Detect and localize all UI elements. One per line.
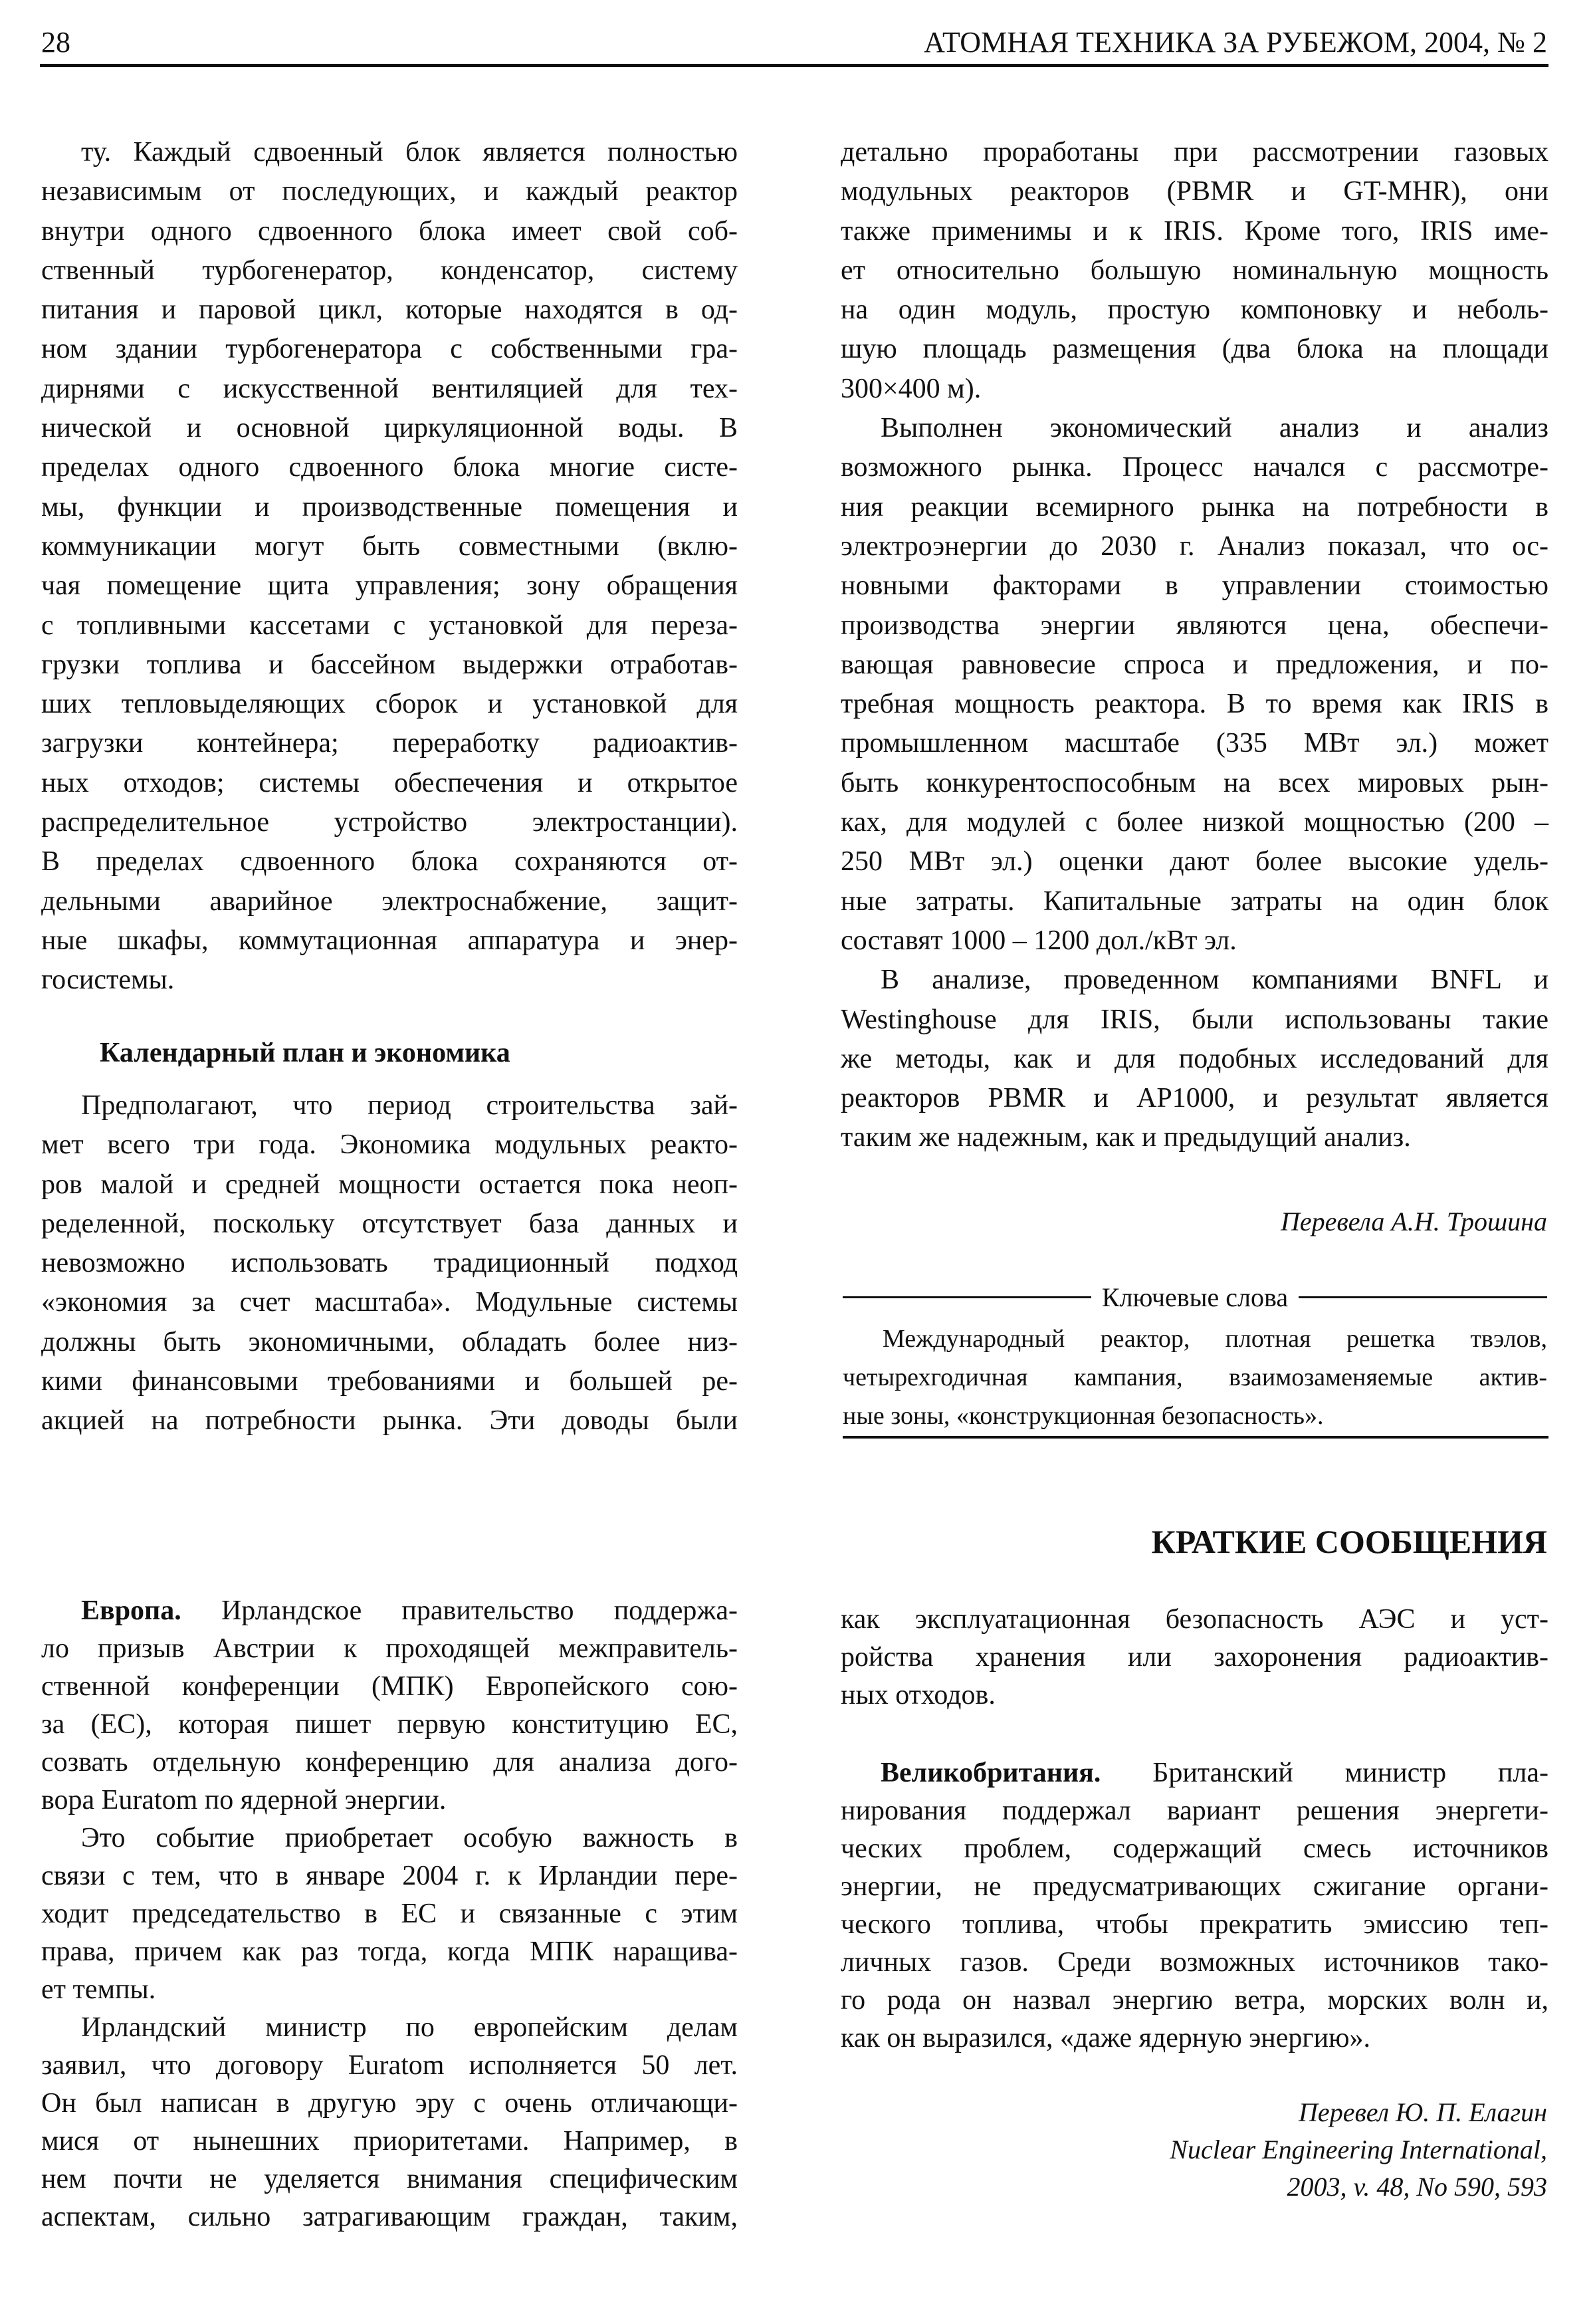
- text-line: пределах одного сдвоенного блока многие систе-: [41, 452, 738, 483]
- text-line: составят 1000 – 1200 дол./кВт эл.: [841, 925, 1237, 956]
- text-line: грузки топлива и бассейном выдержки отработав-: [41, 649, 738, 680]
- text-line: вающая равновесие спроса и предложения, и по-: [841, 649, 1548, 680]
- text-line: ных отходов.: [841, 1680, 996, 1710]
- text-line: Выполнен экономический анализ и анализ: [881, 413, 1548, 444]
- divider: [1299, 1296, 1547, 1298]
- text-line: требная мощность реактора. В то время как IRIS в: [841, 689, 1548, 720]
- news-left-column: [41, 1592, 738, 2236]
- lead-in: Великобритания.: [881, 1758, 1101, 1788]
- paragraph: [841, 133, 1548, 409]
- paragraph: [41, 133, 738, 1000]
- text-line: мися от нынешних приоритетами. Например, в: [41, 2126, 738, 2156]
- journal-title: АТОМНАЯ ТЕХНИКА ЗА РУБЕЖОМ, 2004, № 2: [924, 26, 1547, 58]
- text-line: за (ЕС), которая пишет первую конституцию ЕС,: [41, 1709, 738, 1740]
- text-line: также применимы и к IRIS. Кроме того, IRIS име-: [841, 215, 1548, 247]
- keywords-list: [843, 1320, 1547, 1435]
- text-line: чая помещение щита управления; зону обращения: [41, 570, 738, 602]
- text-line: дирнями с искусственной вентиляцией для тех-: [41, 373, 738, 404]
- text-line: мет всего три года. Экономика модульных реакто-: [41, 1129, 738, 1161]
- text-line: В анализе, проведенном компаниями BNFL и: [881, 965, 1548, 996]
- text-line: детально проработаны при рассмотрении газовых: [841, 137, 1548, 168]
- text-line: В пределах сдвоенного блока сохраняются от-: [41, 846, 738, 877]
- paragraph: [41, 1592, 738, 1819]
- text-line: 250 МВт эл.) оценки дают более высокие удель-: [841, 846, 1548, 877]
- paragraph: [41, 2009, 738, 2236]
- text-line: ческих проблем, содержащий смесь источников: [841, 1833, 1548, 1864]
- text-line: должны быть экономичными, обладать более низ-: [41, 1326, 738, 1357]
- text-line: промышленном масштабе (335 МВт эл.) может: [841, 728, 1548, 759]
- text-line: мы, функции и производственные помещения и: [41, 491, 738, 523]
- paragraph: [41, 1086, 738, 1441]
- text-line: независимым от последующих, и каждый реактор: [41, 176, 738, 207]
- text-line: ные зоны, «конструкционная безопасность».: [843, 1402, 1324, 1430]
- paragraph: [843, 1320, 1547, 1435]
- text-line: связи с тем, что в январе 2004 г. к Ирландии пере-: [41, 1861, 738, 1891]
- text-line: Он был написан в другую эру с очень отличающи-: [41, 2088, 738, 2119]
- text-line: личных газов. Среди возможных источников тако-: [841, 1947, 1548, 1978]
- text-line: как эксплуатационная безопасность АЭС и уст-: [841, 1604, 1548, 1635]
- section-heading: Календарный план и экономика: [100, 1038, 510, 1068]
- text-line: ные затраты. Капитальные затраты на один блок: [841, 885, 1548, 917]
- news-signature: [1170, 2094, 1547, 2206]
- signature-source: Nuclear Engineering International,: [1170, 2135, 1547, 2164]
- text-line: ройства хранения или захоронения радиоактив-: [841, 1642, 1548, 1673]
- article-left-column: [41, 133, 738, 1000]
- lead-in: Европа.: [81, 1595, 181, 1626]
- text-line: ния реакции всемирного рынка на потребности в: [841, 491, 1548, 523]
- article-right-column: [841, 133, 1548, 1158]
- text-line: электроэнергии до 2030 г. Анализ показал, что ос-: [841, 530, 1548, 562]
- paragraph: [41, 1819, 738, 2009]
- keywords-rule: [843, 1436, 1548, 1439]
- divider: [843, 1296, 1091, 1298]
- text-line: же методы, как и для подобных исследований для: [841, 1043, 1548, 1074]
- text-line: ет относительно большую номинальную мощность: [841, 255, 1548, 286]
- text-line: реакторов PBMR и AP1000, и результат является: [841, 1083, 1548, 1114]
- text-line: шую площадь размещения (два блока на площади: [841, 334, 1548, 365]
- article-left-column-2: [41, 1086, 738, 1441]
- text-line: ках, для модулей с более низкой мощностью (200 –: [841, 807, 1548, 838]
- news-section-title: КРАТКИЕ СООБЩЕНИЯ: [1151, 1523, 1547, 1560]
- text-line: ственный турбогенератор, конденсатор, систему: [41, 255, 738, 286]
- text-line: ные шкафы, коммутационная аппаратура и энер-: [41, 925, 738, 956]
- text-line: как он выразился, «даже ядерную энергию».: [841, 2023, 1370, 2053]
- text-line: дельными аварийное электроснабжение, защит-: [41, 885, 738, 917]
- paragraph: [841, 1601, 1548, 1714]
- text-line: быть конкурентоспособным на всех мировых рын-: [841, 767, 1548, 798]
- text-line: ту. Каждый сдвоенный блок является полностью: [81, 137, 738, 168]
- paragraph: [841, 409, 1548, 961]
- text-line: 300×400 м).: [841, 373, 982, 404]
- keywords-header: [843, 1280, 1547, 1314]
- text-line: Международный реактор, плотная решетка твэлов,: [883, 1325, 1547, 1353]
- text-line: ном здании турбогенератора с собственными гра-: [41, 334, 738, 365]
- text-line: ных отходов; системы обеспечения и открытое: [41, 767, 738, 798]
- paragraph: [841, 961, 1548, 1157]
- text-line: госистемы.: [41, 965, 175, 996]
- text-line: четырехгодичная кампания, взаимозаменяемые актив-: [843, 1363, 1547, 1391]
- text-line: Это событие приобретает особую важность в: [81, 1823, 738, 1853]
- text-line: возможного рынка. Процесс начался с рассмотре-: [841, 452, 1548, 483]
- keywords-title: Ключевые слова: [1101, 1282, 1289, 1312]
- text-line: энергии, не предусматривающих сжигание органи-: [841, 1871, 1548, 1902]
- text-line: созвать отдельную конференцию для анализа дого-: [41, 1747, 738, 1778]
- text-line: нирования поддержал вариант решения энергети-: [841, 1796, 1548, 1826]
- text-line: нической и основной циркуляционной воды. В: [41, 413, 738, 444]
- line-text: Ирландское правительство поддержа-: [181, 1595, 738, 1626]
- text-line: вора Euratom по ядерной энергии.: [41, 1785, 447, 1815]
- text-line: новными факторами в управлении стоимостью: [841, 570, 1548, 602]
- text-line: аспектам, сильно затрагивающим граждан, таким,: [41, 2202, 738, 2232]
- line-text: Британский министр пла-: [1101, 1758, 1548, 1788]
- text-line: ходит председательство в ЕС и связанные с этим: [41, 1899, 738, 1929]
- header-rule: [40, 64, 1548, 67]
- text-line: ческого топлива, чтобы прекратить эмиссию теп-: [841, 1909, 1548, 1940]
- text-line: внутри одного сдвоенного блока имеет свой соб-: [41, 215, 738, 247]
- text-line: Предполагают, что период строительства зай-: [81, 1090, 738, 1121]
- text-line: акцией на потребности рынка. Эти доводы были: [41, 1405, 738, 1437]
- text-line: заявил, что договору Euratom исполняется 50 лет.: [41, 2050, 738, 2081]
- text-line: невозможно использовать традиционный подход: [41, 1248, 738, 1279]
- text-line: нем почти не уделяется внимания специфическим: [41, 2164, 738, 2194]
- news-right-column: [841, 1601, 1548, 2057]
- text-line: [41, 1592, 738, 1630]
- signature-issue: 2003, v. 48, No 590, 593: [1287, 2172, 1547, 2202]
- text-line: права, причем как раз тогда, когда МПК наращива-: [41, 1936, 738, 1967]
- text-line: [841, 1754, 1548, 1792]
- text-line: Westinghouse для IRIS, были использованы такие: [841, 1004, 1548, 1035]
- text-line: ров малой и средней мощности остается пока неоп-: [41, 1169, 738, 1200]
- page-number: 28: [41, 26, 70, 58]
- text-line: распределительное устройство электростанции).: [41, 807, 738, 838]
- text-line: ших тепловыделяющих сборок и установкой для: [41, 689, 738, 720]
- signature-translator: Перевел Ю. П. Елагин: [1299, 2097, 1547, 2127]
- text-line: ет темпы.: [41, 1974, 156, 2005]
- text-line: «экономия за счет масштаба». Модульные системы: [41, 1287, 738, 1318]
- text-line: го рода он назвал энергию ветра, морских волн и,: [841, 1985, 1548, 2016]
- text-line: ло призыв Австрии к проходящей межправитель-: [41, 1633, 738, 1664]
- text-line: модульных реакторов (PBMR и GT-MHR), они: [841, 176, 1548, 207]
- paragraph: [841, 1754, 1548, 2057]
- text-line: производства энергии являются цена, обеспечи-: [841, 610, 1548, 641]
- text-line: на один модуль, простую компоновку и неболь-: [841, 294, 1548, 326]
- text-line: Ирландский министр по европейским делам: [81, 2012, 738, 2043]
- text-line: ственной конференции (МПК) Европейского сою-: [41, 1671, 738, 1702]
- text-line: питания и паровой цикл, которые находятся в од-: [41, 294, 738, 326]
- text-line: кими финансовыми требованиями и большей ре-: [41, 1366, 738, 1397]
- text-line: таким же надежным, как и предыдущий анализ.: [841, 1122, 1411, 1153]
- text-line: загрузки контейнера; переработку радиоактив-: [41, 728, 738, 759]
- text-line: коммуникации могут быть совместными (вклю-: [41, 530, 738, 562]
- translator-credit: Перевела А.Н. Трошина: [1280, 1207, 1547, 1236]
- text-line: ределенной, поскольку отсутствует база данных и: [41, 1208, 738, 1239]
- text-line: с топливными кассетами с установкой для переза-: [41, 610, 738, 641]
